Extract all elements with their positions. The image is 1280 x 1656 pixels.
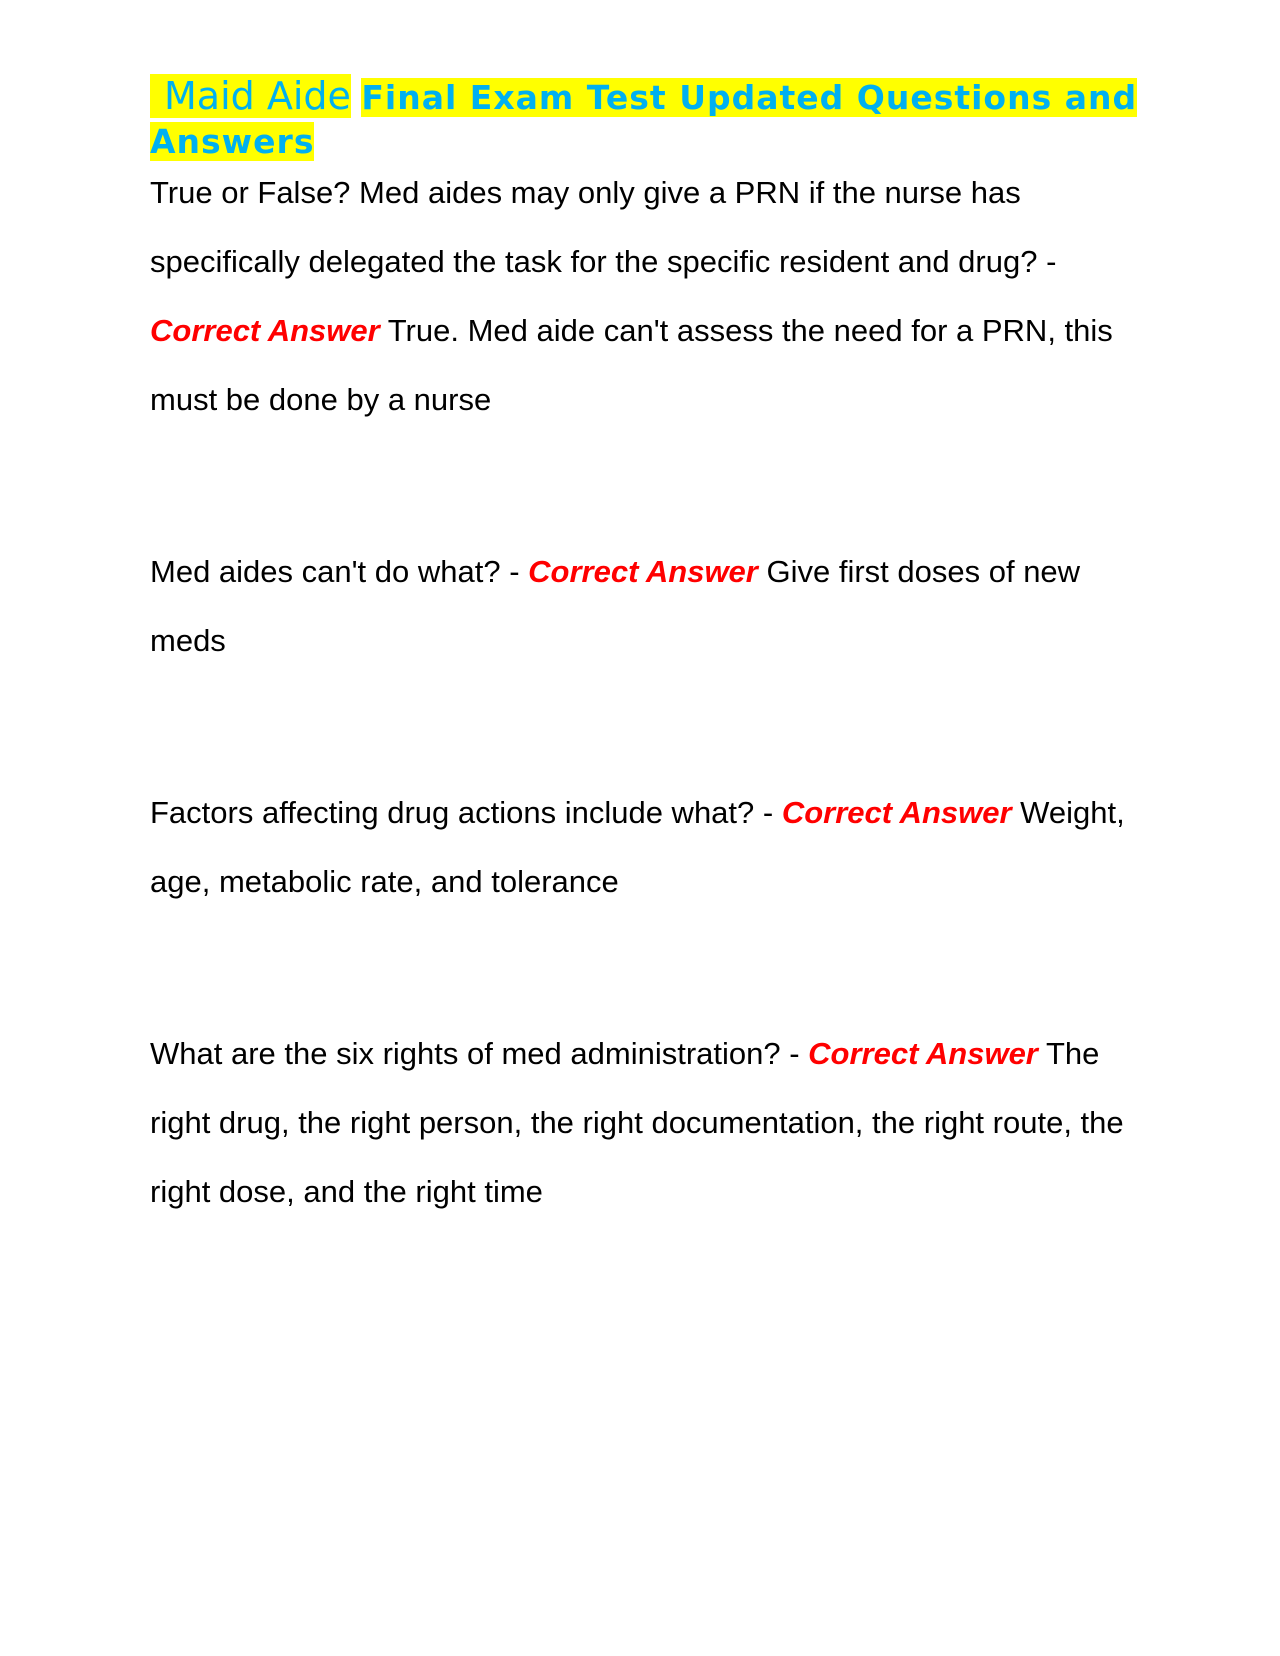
answer-text: The right drug, the right person, the right documentation, the right route, the right dose, and the right time — [150, 1036, 1124, 1209]
answer-text: True. Med aide can't assess the need for a PRN, this must be done by a nurse — [150, 313, 1113, 417]
qa-item-1 — [150, 158, 1140, 434]
correct-answer-label: Correct Answer — [528, 554, 758, 589]
question-text: What are the six rights of med administration? - — [150, 1036, 800, 1071]
qa-list — [150, 158, 1140, 1329]
correct-answer-label: Correct Answer — [150, 313, 380, 348]
title-lead: Maid Aide — [150, 74, 351, 118]
question-text: Factors affecting drug actions include what? - — [150, 795, 774, 830]
title-rest: Final Exam Test Updated Questions and Answers — [150, 78, 1138, 161]
correct-answer-label: Correct Answer — [781, 795, 1012, 830]
correct-answer-label: Correct Answer — [808, 1036, 1038, 1071]
document-title — [150, 74, 1150, 164]
qa-item-4 — [150, 1019, 1140, 1226]
qa-item-2 — [150, 537, 1140, 675]
answer-text: Weight, age, metabolic rate, and tolerance — [150, 795, 1125, 899]
question-text: True or False? Med aides may only give a PRN if the nurse has specifically delegated the task for the specific resident and drug? - — [150, 175, 1057, 279]
qa-item-3 — [150, 778, 1140, 916]
question-text: Med aides can't do what? - — [150, 554, 520, 589]
answer-text: Give first doses of new meds — [150, 554, 1081, 658]
